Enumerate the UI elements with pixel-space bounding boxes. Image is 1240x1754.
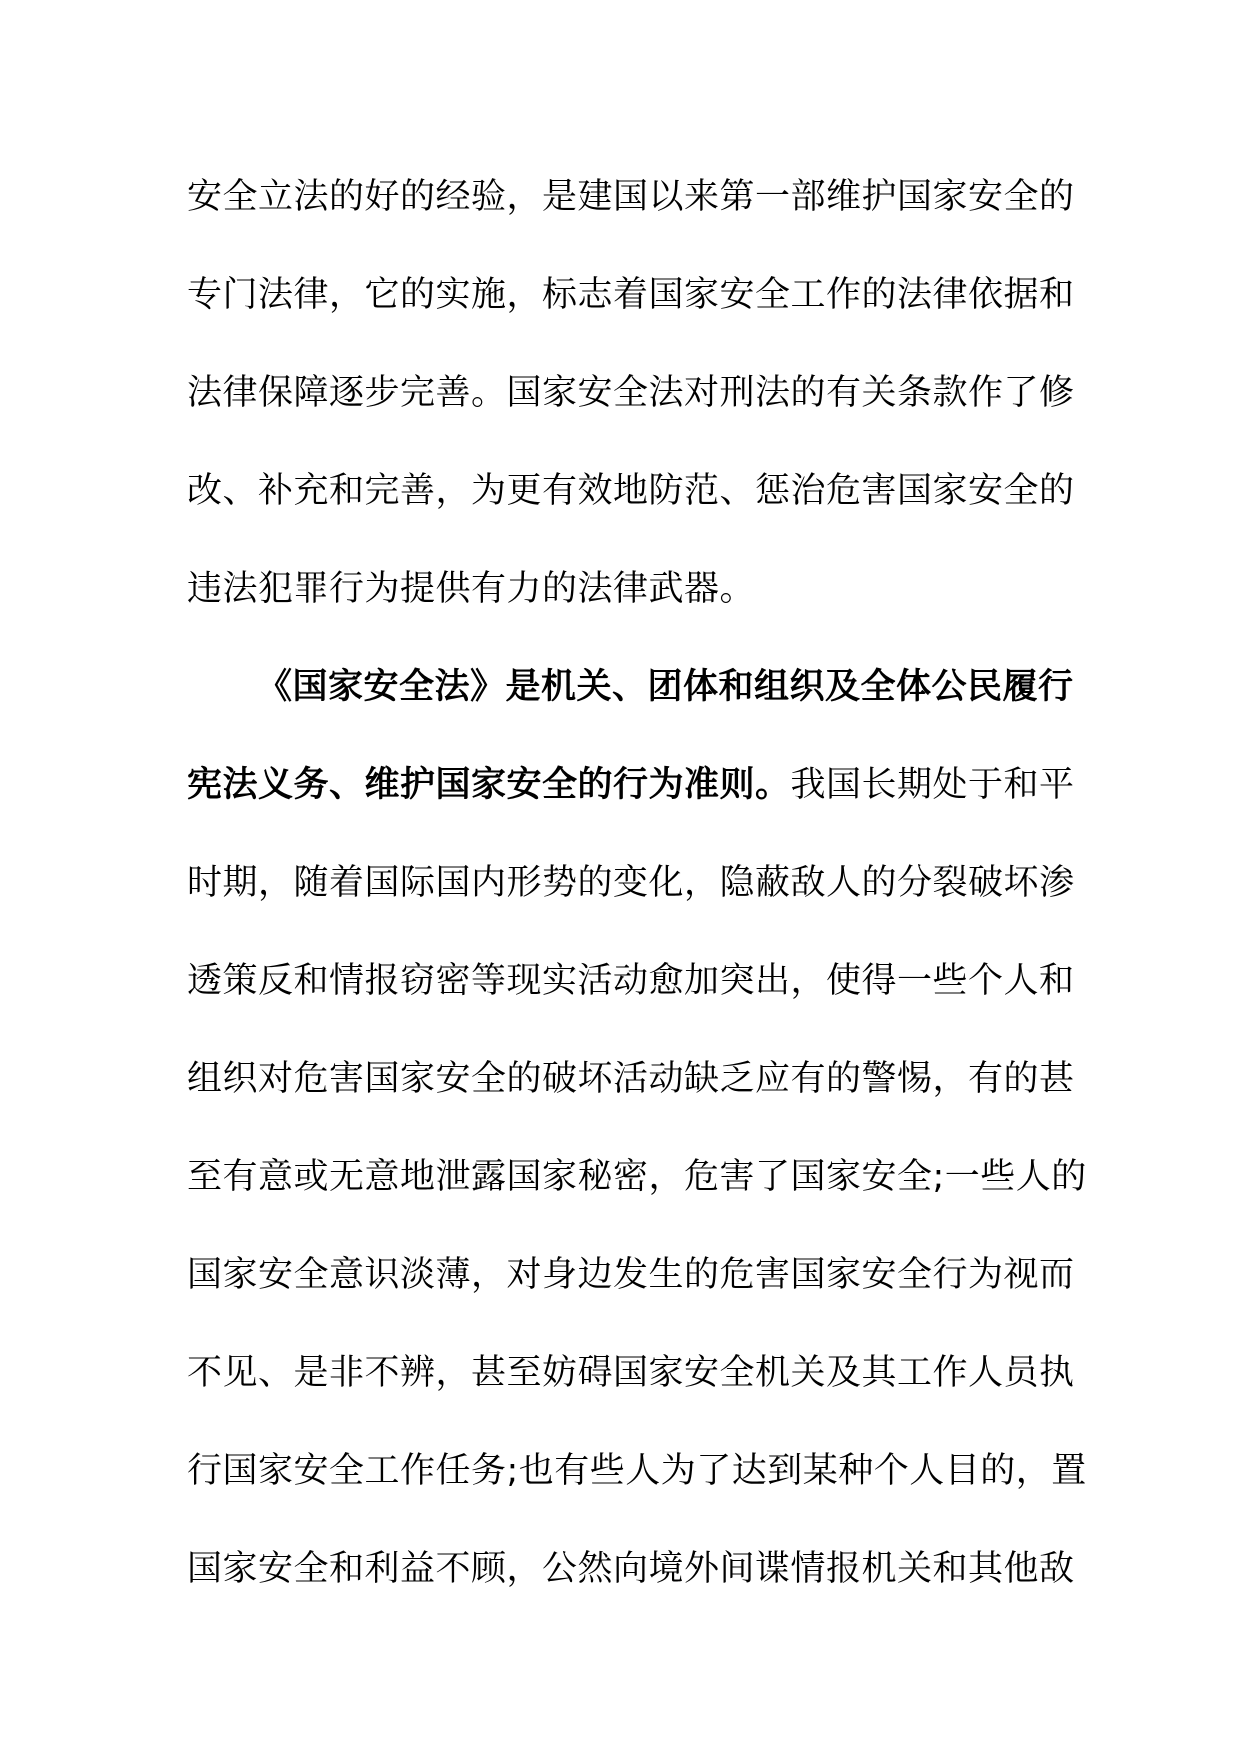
text-line: 至有意或无意地泄露国家秘密，危害了国家安全;一些人的 bbox=[187, 1157, 1087, 1197]
mixed-text-line bbox=[187, 751, 1075, 849]
text-line: 透策反和情报窃密等现实活动愈加突出，使得一些个人和 bbox=[187, 961, 1075, 1001]
text-line: 组织对危害国家安全的破坏活动缺乏应有的警惕，有的甚 bbox=[187, 1059, 1075, 1099]
bold-heading-fragment: 宪法义务、维护国家安全的行为准则。 bbox=[187, 765, 791, 805]
text-line: 时期，随着国际国内形势的变化，隐蔽敌人的分裂破坏渗 bbox=[187, 863, 1075, 903]
document-body bbox=[187, 163, 1087, 1633]
text-line: 法律保障逐步完善。国家安全法对刑法的有关条款作了修 bbox=[187, 373, 1075, 413]
paragraph-1 bbox=[187, 163, 1075, 653]
text-line: 专门法律，它的实施，标志着国家安全工作的法律依据和 bbox=[187, 275, 1075, 315]
text-line: 国家安全和利益不顾，公然向境外间谍情报机关和其他敌 bbox=[187, 1549, 1075, 1589]
text-line: 国家安全意识淡薄，对身边发生的危害国家安全行为视而 bbox=[187, 1255, 1075, 1295]
bold-heading-line: 《国家安全法》是机关、团体和组织及全体公民履行 bbox=[257, 667, 1074, 707]
text-line: 改、补充和完善，为更有效地防范、惩治危害国家安全的 bbox=[187, 471, 1075, 511]
text-line: 行国家安全工作任务;也有些人为了达到某种个人目的，置 bbox=[187, 1451, 1087, 1491]
text-line: 安全立法的好的经验，是建国以来第一部维护国家安全的 bbox=[187, 177, 1075, 217]
paragraph-2 bbox=[187, 653, 1087, 1633]
text-line: 违法犯罪行为提供有力的法律武器。 bbox=[187, 569, 756, 609]
text-fragment: 我国长期处于和平 bbox=[790, 765, 1075, 805]
text-line: 不见、是非不辨，甚至妨碍国家安全机关及其工作人员执 bbox=[187, 1353, 1075, 1393]
